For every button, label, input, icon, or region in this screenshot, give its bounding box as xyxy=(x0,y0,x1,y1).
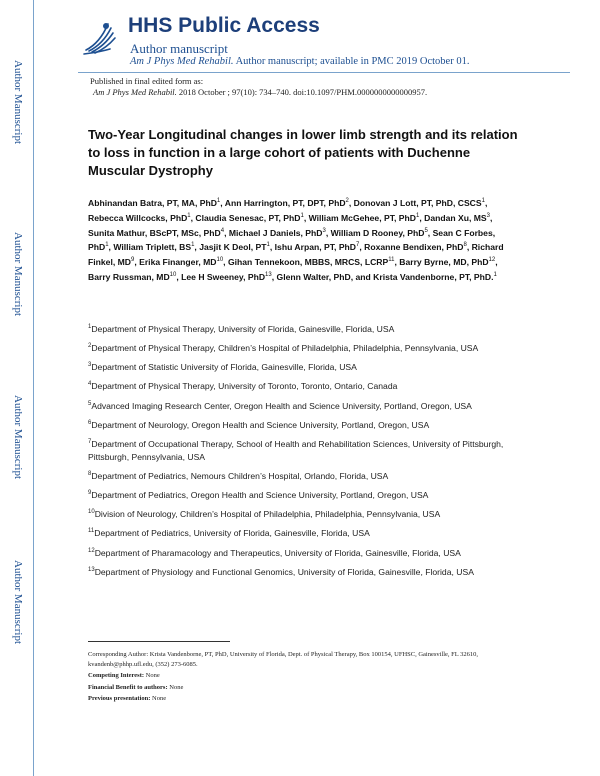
hhs-public-access-title: HHS Public Access xyxy=(128,14,320,37)
affiliation-item xyxy=(88,506,518,521)
author-affiliation-marker: 9 xyxy=(130,257,135,264)
affiliation-number: 9 xyxy=(88,490,92,497)
affiliation-text: Department of Physiology and Functional Genomics, University of Florida, Gainesville, Florida, USA xyxy=(94,566,474,577)
author-affiliation-marker: 1 xyxy=(493,271,497,278)
affiliation-text: Department of Physical Therapy, Children’s Hospital of Philadelphia, Philadelphia, Pennsylvania, USA xyxy=(91,343,479,354)
side-divider xyxy=(33,0,34,776)
author-name: Glenn Walter, PhD xyxy=(276,271,351,282)
financial-benefit-value: None xyxy=(169,683,184,691)
author-name: Ann Harrington, PT, DPT, PhD xyxy=(224,197,346,208)
affiliation-text: Department of Pediatrics, Oregon Health and Science University, Portland, Oregon, USA xyxy=(91,490,429,501)
citation-journal: Am J Phys Med Rehabil. xyxy=(93,87,177,97)
author-name: Gihan Tennekoon, MBBS, MRCS, LCRP xyxy=(227,256,389,267)
author-affiliation-marker: 3 xyxy=(486,212,491,219)
author-name: Barry Byrne, MD, PhD xyxy=(399,256,489,267)
affiliation-number: 4 xyxy=(88,381,92,388)
side-label-author-manuscript: Author Manuscript xyxy=(12,232,24,317)
previous-presentation-value: None xyxy=(152,695,167,703)
side-label-author-manuscript: Author Manuscript xyxy=(12,60,24,145)
footnotes xyxy=(88,650,518,706)
affiliation-text: Department of Statistic University of Florida, Gainesville, Florida, USA xyxy=(91,362,357,373)
author-name: William D Rooney, PhD xyxy=(330,227,425,238)
affiliation-text: Department of Physical Therapy, University of Toronto, Toronto, Ontario, Canada xyxy=(91,381,398,392)
affiliation-number: 12 xyxy=(88,547,95,554)
corresponding-author-note: Corresponding Author: Krista Vandenborne, PT, PhD, University of Florida, Dept. of Physical Therapy, Box 100154, UFHSC, Gainesville, FL 32610, kvandenb@phhp.ufl.edu, (352) 273-6085. xyxy=(88,651,479,668)
author-affiliation-marker: 5 xyxy=(424,227,428,234)
citation-line xyxy=(93,87,427,97)
journal-availability-line xyxy=(130,56,469,67)
affiliation-item xyxy=(88,525,518,540)
affiliation-number: 5 xyxy=(88,400,92,407)
author-affiliation-marker: 1 xyxy=(300,212,304,219)
affiliation-text: Department of Pharamacology and Therapeutics, University of Florida, Gainesville, Florida, USA xyxy=(94,547,461,558)
author-name: Claudia Senesac, PT, PhD xyxy=(195,212,301,223)
affiliation-number: 8 xyxy=(88,471,92,477)
author-name: Michael J Daniels, PhD xyxy=(228,227,323,238)
author-affiliation-marker: 3 xyxy=(322,227,326,234)
author-affiliation-marker: 1 xyxy=(105,242,109,249)
author-name: Lee H Sweeney, PhD xyxy=(181,271,266,282)
side-label-author-manuscript: Author Manuscript xyxy=(12,560,24,645)
affiliation-text: Department of Physical Therapy, University of Florida, Gainesville, Florida, USA xyxy=(91,323,395,334)
author-affiliation-marker: 1 xyxy=(415,212,420,219)
affiliation-list xyxy=(88,321,518,583)
author-name: Richard Finkel, MD xyxy=(88,242,504,267)
author-affiliation-marker: 2 xyxy=(345,198,349,204)
affiliation-number: 6 xyxy=(88,419,92,426)
author-name: Donovan J Lott, PT, PhD, CSCS xyxy=(353,197,482,208)
author-affiliation-marker: 1 xyxy=(191,242,195,249)
hhs-eagle-logo-icon xyxy=(80,16,120,58)
author-name: Krista Vandenborne, PT, PhD. xyxy=(373,271,494,282)
availability-text: Author manuscript; available in PMC 2019 October 01. xyxy=(235,56,470,67)
author-affiliation-marker: 8 xyxy=(463,242,467,249)
competing-interest-label: Competing Interest: xyxy=(88,672,145,680)
author-manuscript-label: Author manuscript xyxy=(130,41,228,56)
affiliation-number: 13 xyxy=(88,566,95,573)
author-name: Roxanne Bendixen, PhD xyxy=(364,242,464,253)
financial-benefit-note xyxy=(88,683,518,693)
affiliation-number: 11 xyxy=(88,528,95,535)
affiliation-item xyxy=(88,436,518,464)
affiliation-number: 3 xyxy=(88,362,92,369)
author-affiliation-marker: 10 xyxy=(169,271,177,278)
affiliation-text: Department of Pediatrics, Nemours Children’s Hospital, Orlando, Florida, USA xyxy=(91,470,389,481)
author-name: Jasjit K Deol, PT xyxy=(199,242,267,253)
author-name: Ishu Arpan, PT, PhD xyxy=(274,242,357,253)
affiliation-text: Department of Pediatrics, University of Florida, Gainesville, Florida, USA xyxy=(94,528,370,539)
author-name: Sean C Forbes, PhD xyxy=(88,227,496,253)
author-name: Rebecca Willcocks, PhD xyxy=(88,212,188,223)
affiliation-item xyxy=(88,359,518,374)
paper-title: Two-Year Longitudinal changes in lower limb strength and its relation to loss in function in a large cohort of patients with Duchenne Muscular Dystrophy xyxy=(88,127,518,178)
competing-interest-value: None xyxy=(145,672,160,680)
affiliation-item xyxy=(88,487,518,502)
author-affiliation-marker: 1 xyxy=(481,198,485,204)
author-name: Abhinandan Batra, PT, MA, PhD xyxy=(88,197,217,208)
affiliation-item xyxy=(88,564,518,579)
affiliation-text: Department of Occupational Therapy, School of Health and Rehabilitation Sciences, University of Pittsburgh, Pittsburgh, Pennsylvania, USA xyxy=(88,438,504,462)
affiliation-text: Department of Neurology, Oregon Health and Science University, Portland, Oregon, USA xyxy=(91,419,430,430)
affiliation-number: 2 xyxy=(88,343,92,350)
author-name: Erika Finanger, MD xyxy=(139,256,217,267)
previous-presentation-label: Previous presentation: xyxy=(88,695,151,703)
author-name: William Triplett, BS xyxy=(113,242,192,253)
affiliation-item xyxy=(88,468,518,483)
footnote-divider xyxy=(88,641,230,642)
author-affiliation-marker: 12 xyxy=(488,257,496,264)
affiliation-number: 7 xyxy=(88,438,92,445)
affiliation-item xyxy=(88,398,518,413)
author-affiliation-marker: 1 xyxy=(266,242,270,249)
affiliation-item xyxy=(88,340,518,355)
author-affiliation-marker: 4 xyxy=(220,227,225,234)
affiliation-text: Advanced Imaging Research Center, Oregon Health and Science University, Portland, Oregon, USA xyxy=(91,400,472,411)
author-affiliation-marker: 7 xyxy=(356,242,360,249)
author-name: Sunita Mathur, BScPT, MSc, PhD xyxy=(88,227,221,238)
financial-benefit-label: Financial Benefit to authors: xyxy=(88,683,168,691)
affiliation-number: 10 xyxy=(88,509,95,516)
side-label-author-manuscript: Author Manuscript xyxy=(12,395,24,480)
author-affiliation-marker: 10 xyxy=(216,257,224,264)
affiliation-item xyxy=(88,321,518,336)
previous-presentation-note xyxy=(88,694,518,704)
author-list: Abhinandan Batra, PT, MA, PhD$^1$, Ann Harrington, PT, DPT, PhD$^2$, Donovan J Lott, PT, PhD, CSCS$^1$, Rebecca Willcocks, PhD$^1$, Claudia Senesac, PT, PhD$^1$, William McGehee, PT, PhD$^1$, Dandan Xu, $MS^3$, Sunita Mathur, BScPT, MSc, PhD$^4$, Michael J Daniels, PhD$^3$, William D Rooney, PhD$^5$, Sean C Forbes, PhD$^1$, William Triplett, $BS^1$, Jasjit K Deol, $PT^1$, Ishu Arpan, PT, PhD$^7$, Roxanne Bendixen, PhD$^8$, Richard Finkel, $MD^9$, Erika Finanger, MD$^{10}$, Gihan Tennekoon, MBBS, MRCS, LCRP$^{11}$, Barry Byrne, MD, PhD$^{12}$, Barry Russman, MD$^{10}$, Lee H Sweeney, PhD$^{13}$, Glenn Walter, PhD, and Krista Vandenborne, PT, PhD.$^1$ xyxy=(88,197,504,282)
citation-details: 2018 October ; 97(10): 734–740. doi:10.1097/PHM.0000000000000957. xyxy=(178,87,428,97)
journal-abbrev: Am J Phys Med Rehabil. xyxy=(130,56,234,67)
author-name: Dandan Xu, MS xyxy=(424,212,487,223)
competing-interest-note xyxy=(88,671,518,681)
author-affiliation-marker: 1 xyxy=(216,198,221,204)
author-name: Barry Russman, MD xyxy=(88,271,170,282)
author-affiliation-marker: 1 xyxy=(187,212,191,219)
author-affiliation-marker: 11 xyxy=(388,257,395,264)
author-name: William McGehee, PT, PhD xyxy=(308,212,416,223)
affiliation-text: Division of Neurology, Children’s Hospital of Philadelphia, Philadelphia, Pennsylvania, USA xyxy=(94,509,441,520)
header-divider xyxy=(78,72,570,73)
published-label: Published in final edited form as: xyxy=(90,76,204,86)
affiliation-item xyxy=(88,378,518,393)
affiliation-item xyxy=(88,417,518,432)
author-affiliation-marker: 13 xyxy=(265,271,272,278)
affiliation-number: 1 xyxy=(88,324,92,330)
affiliation-item xyxy=(88,545,518,560)
